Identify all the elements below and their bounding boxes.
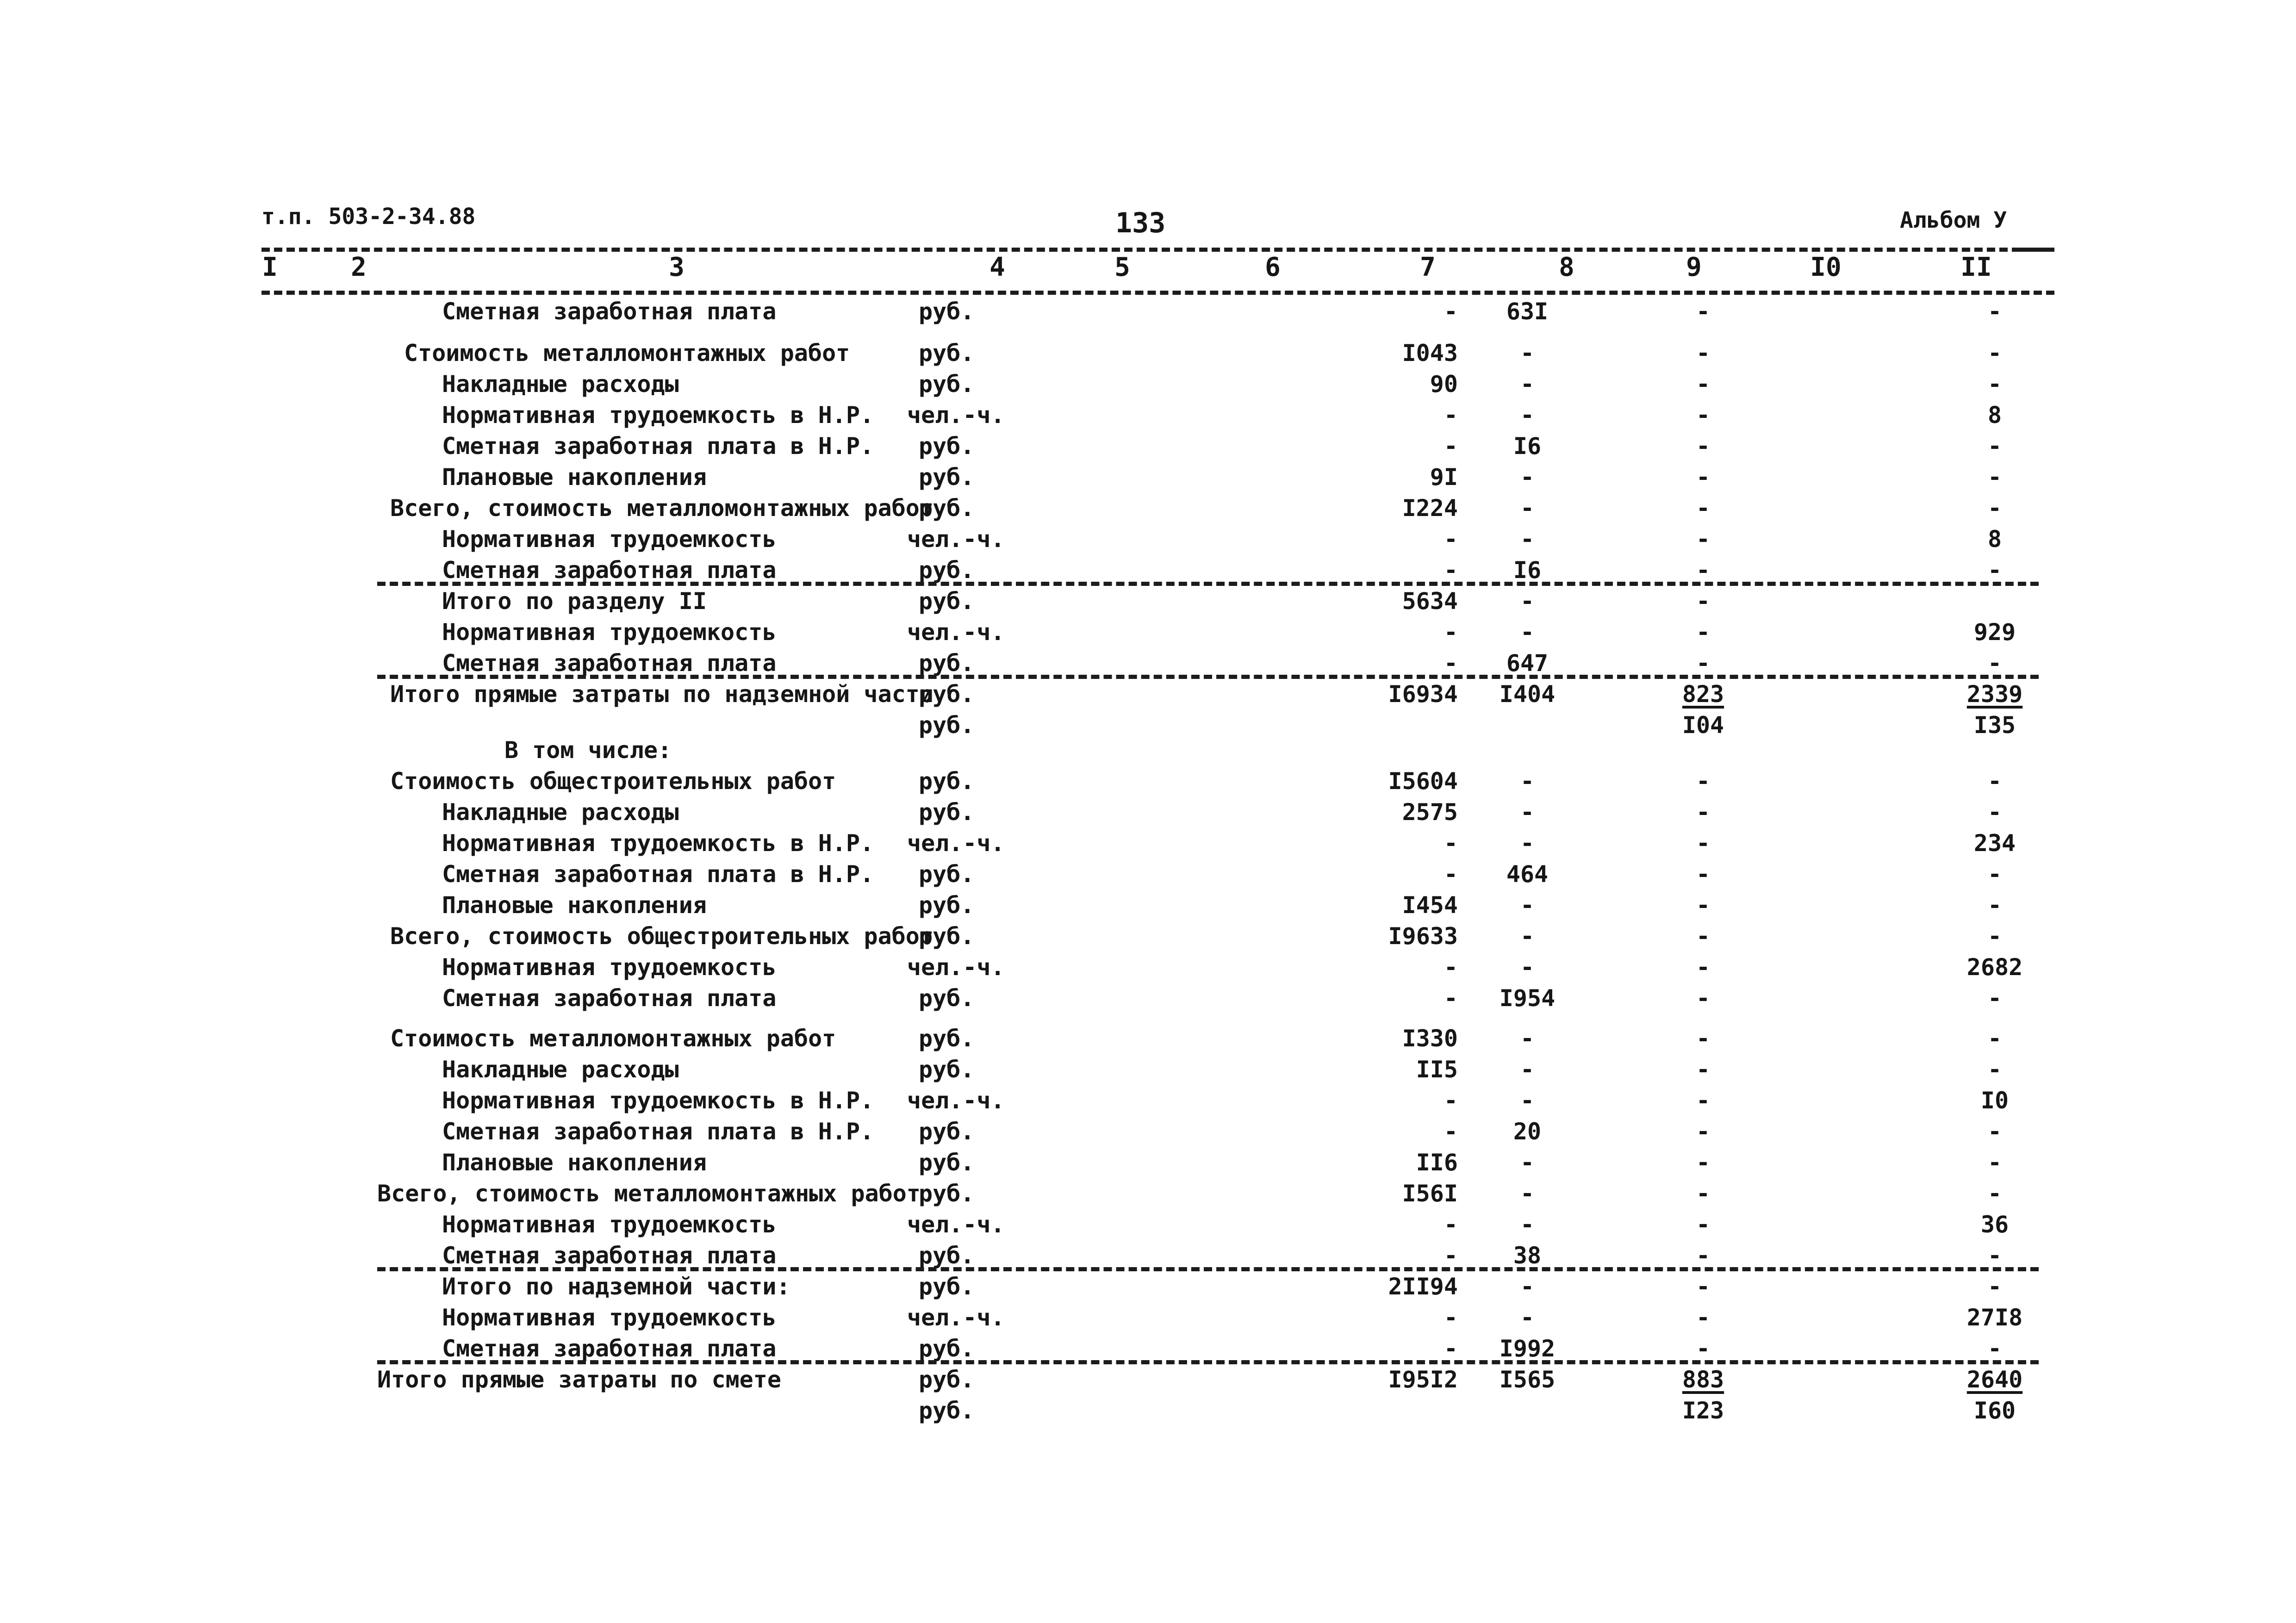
cell-col-11: - (1987, 557, 2002, 584)
cell-col-11: 2640 (1966, 1366, 2023, 1393)
table-row (0, 921, 2296, 951)
table-row (0, 1054, 2296, 1085)
cell-col-9: - (1696, 799, 1711, 826)
cell-col-7: - (1444, 1118, 1458, 1145)
row-name: Итого прямые затраты по надземной части (390, 681, 933, 708)
row-name: Сметная заработная плата (442, 557, 777, 584)
row-unit: руб. (919, 1149, 975, 1176)
row-unit: руб. (919, 681, 975, 708)
row-unit: руб. (919, 861, 975, 888)
cell-col-7: 9I (1430, 464, 1458, 491)
cell-col-8: I6 (1513, 557, 1542, 584)
cell-col-8: 20 (1513, 1118, 1542, 1145)
cell-col-8: - (1520, 923, 1535, 950)
cell-col-8: - (1520, 1087, 1535, 1114)
cell-col-9: - (1696, 298, 1711, 325)
cell-col-9: - (1696, 1273, 1711, 1300)
row-unit: руб. (919, 1056, 975, 1083)
cell-col-11: - (1987, 985, 2002, 1012)
cell-col-11: 2339 (1966, 681, 2023, 708)
column-number-3: 3 (669, 252, 684, 282)
row-unit: руб. (919, 712, 975, 739)
table-row (0, 1116, 2296, 1147)
cell-col-11: 27I8 (1966, 1304, 2023, 1331)
cell-col-9: - (1696, 768, 1711, 795)
cell-col-9: - (1696, 1180, 1711, 1207)
cell-col-11: 36 (1980, 1211, 2009, 1238)
cell-col-11: - (1987, 923, 2002, 950)
cell-col-8: - (1520, 1149, 1535, 1176)
cell-col-8: - (1520, 464, 1535, 491)
column-number-9: 9 (1686, 252, 1702, 282)
cell-col-9: - (1696, 892, 1711, 919)
row-unit: руб. (919, 588, 975, 615)
cell-col-8: - (1520, 1304, 1535, 1331)
cell-col-7: - (1444, 985, 1458, 1012)
section-divider (377, 675, 2039, 679)
cell-col-11: I0 (1980, 1087, 2009, 1114)
cell-col-11: - (1987, 495, 2002, 522)
column-number-7: 7 (1420, 252, 1436, 282)
row-name: Нормативная трудоемкость в Н.Р. (442, 402, 874, 429)
row-unit: руб. (919, 1242, 975, 1269)
table-row (0, 493, 2296, 523)
table-row (0, 1209, 2296, 1240)
cell-col-8: - (1520, 371, 1535, 398)
cell-col-8: - (1520, 619, 1535, 646)
column-number-6: 6 (1265, 252, 1281, 282)
row-name: Плановые накопления (442, 464, 707, 491)
table-row (0, 338, 2296, 368)
cell-col-9: 823 (1682, 681, 1724, 708)
document-reference: т.п. 503-2-34.88 (261, 204, 476, 230)
table-row (0, 1178, 2296, 1209)
table-row (0, 431, 2296, 461)
cell-col-8: - (1520, 1273, 1535, 1300)
row-unit: руб. (919, 495, 975, 522)
row-unit: руб. (919, 1180, 975, 1207)
table-row (0, 462, 2296, 492)
cell-col-7: - (1444, 402, 1458, 429)
cell-col-9: - (1696, 830, 1711, 857)
cell-col-8: - (1520, 588, 1535, 615)
cell-col-11: - (1987, 1180, 2002, 1207)
cell-col-9: I04 (1682, 712, 1724, 739)
cell-col-7: - (1444, 619, 1458, 646)
row-name: Сметная заработная плата в Н.Р. (442, 433, 874, 460)
row-unit: руб. (919, 650, 975, 677)
table-row (0, 648, 2296, 678)
row-unit: руб. (919, 1273, 975, 1300)
table-row (0, 1333, 2296, 1364)
row-unit: руб. (919, 433, 975, 460)
cell-col-7: - (1444, 526, 1458, 553)
album-label: Альбом У (1900, 207, 2007, 233)
row-name: Итого прямые затраты по смете (377, 1366, 781, 1393)
cell-col-7: I9633 (1388, 923, 1458, 950)
table-row (0, 400, 2296, 430)
cell-col-11: - (1987, 1149, 2002, 1176)
row-name: Нормативная трудоемкость (442, 1211, 777, 1238)
cell-col-9: - (1696, 1118, 1711, 1145)
cell-col-8: - (1520, 1025, 1535, 1052)
cell-col-8: - (1520, 495, 1535, 522)
cell-col-8: I6 (1513, 433, 1542, 460)
cell-col-9: - (1696, 954, 1711, 981)
table-row (0, 890, 2296, 920)
row-name: Нормативная трудоемкость (442, 954, 777, 981)
cell-col-7: - (1444, 1211, 1458, 1238)
column-number-5: 5 (1114, 252, 1130, 282)
cell-col-7: II5 (1416, 1056, 1458, 1083)
cell-col-9: - (1696, 650, 1711, 677)
cell-col-9: - (1696, 1025, 1711, 1052)
header-bottom-rule (261, 291, 2054, 295)
cell-col-8: 63I (1506, 298, 1549, 325)
cell-col-8: - (1520, 1056, 1535, 1083)
row-unit: руб. (919, 923, 975, 950)
row-name: Всего, стоимость металломонтажных работ (377, 1180, 921, 1207)
table-row (0, 555, 2296, 585)
cell-col-7: - (1444, 1087, 1458, 1114)
row-name: В том числе: (504, 737, 672, 764)
cell-col-11: - (1987, 1056, 2002, 1083)
cell-col-7: - (1444, 1335, 1458, 1362)
cell-col-9: - (1696, 619, 1711, 646)
cell-col-9: - (1696, 464, 1711, 491)
cell-col-8: - (1520, 526, 1535, 553)
row-unit: чел.-ч. (907, 402, 1005, 429)
header-top-rule (261, 248, 2020, 252)
section-divider (377, 1267, 2039, 1271)
cell-col-8: - (1520, 1180, 1535, 1207)
row-name: Сметная заработная плата (442, 1242, 777, 1269)
row-name: Плановые накопления (442, 892, 707, 919)
cell-col-11: - (1987, 768, 2002, 795)
table-row (0, 859, 2296, 889)
row-unit: руб. (919, 1366, 975, 1393)
cell-col-11: 2682 (1966, 954, 2023, 981)
row-name: Сметная заработная плата (442, 985, 777, 1012)
cell-col-9: - (1696, 495, 1711, 522)
header-top-rule-tail (2020, 248, 2054, 252)
cell-col-7: I5604 (1388, 768, 1458, 795)
cell-col-8: - (1520, 830, 1535, 857)
cell-col-9: - (1696, 1087, 1711, 1114)
row-name: Нормативная трудоемкость в Н.Р. (442, 1087, 874, 1114)
row-unit: чел.-ч. (907, 1087, 1005, 1114)
row-unit: руб. (919, 557, 975, 584)
table-row (0, 1364, 2296, 1395)
row-unit: руб. (919, 340, 975, 367)
row-name: Всего, стоимость общестроительных работ (390, 923, 933, 950)
cell-col-7: 5634 (1402, 588, 1458, 615)
cell-col-8: 38 (1513, 1242, 1542, 1269)
cell-col-11: - (1987, 464, 2002, 491)
table-row (0, 524, 2296, 554)
cell-col-7: - (1444, 557, 1458, 584)
row-unit: руб. (919, 298, 975, 325)
column-number-1: I (262, 252, 278, 282)
table-row (0, 679, 2296, 709)
cell-col-9: - (1696, 526, 1711, 553)
cell-col-7: - (1444, 861, 1458, 888)
cell-col-11: - (1987, 340, 2002, 367)
row-name: Сметная заработная плата (442, 650, 777, 677)
cell-col-7: I454 (1402, 892, 1458, 919)
cell-col-9: - (1696, 923, 1711, 950)
row-name: Всего, стоимость металломонтажных работ (390, 495, 933, 522)
cell-col-9: - (1696, 1149, 1711, 1176)
section-divider (377, 582, 2039, 586)
cell-col-7: I6934 (1388, 681, 1458, 708)
row-name: Сметная заработная плата (442, 1335, 777, 1362)
row-unit: чел.-ч. (907, 830, 1005, 857)
cell-col-7: I043 (1402, 340, 1458, 367)
table-row (0, 369, 2296, 399)
row-unit: руб. (919, 1025, 975, 1052)
row-unit: руб. (919, 1335, 975, 1362)
row-name: Накладные расходы (442, 799, 679, 826)
cell-col-9: - (1696, 1335, 1711, 1362)
row-name: Сметная заработная плата в Н.Р. (442, 861, 874, 888)
row-name: Стоимость металломонтажных работ (404, 340, 850, 367)
cell-col-7: - (1444, 954, 1458, 981)
cell-col-11: 8 (1987, 402, 2002, 429)
row-unit: чел.-ч. (907, 526, 1005, 553)
table-row (0, 296, 2296, 327)
row-unit: руб. (919, 799, 975, 826)
table-row (0, 1395, 2296, 1426)
cell-col-8: - (1520, 892, 1535, 919)
row-unit: чел.-ч. (907, 1211, 1005, 1238)
column-number-11: II (1960, 252, 1992, 282)
table-row (0, 766, 2296, 796)
cell-col-9: - (1696, 371, 1711, 398)
cell-col-7: - (1444, 1304, 1458, 1331)
table-row (0, 1240, 2296, 1271)
row-unit: руб. (919, 464, 975, 491)
row-unit: руб. (919, 371, 975, 398)
cell-col-11: - (1987, 1118, 2002, 1145)
cell-col-7: II6 (1416, 1149, 1458, 1176)
row-name: Плановые накопления (442, 1149, 707, 1176)
cell-col-9: - (1696, 861, 1711, 888)
cell-col-11: - (1987, 298, 2002, 325)
cell-col-8: - (1520, 768, 1535, 795)
row-name: Итого по разделу II (442, 588, 707, 615)
cell-col-11: - (1987, 892, 2002, 919)
cell-col-8: - (1520, 402, 1535, 429)
cell-col-9: I23 (1682, 1397, 1724, 1424)
cell-col-7: - (1444, 433, 1458, 460)
column-number-4: 4 (989, 252, 1005, 282)
cell-col-7: 90 (1430, 371, 1458, 398)
row-unit: руб. (919, 892, 975, 919)
cell-col-9: - (1696, 402, 1711, 429)
cell-col-7: I95I2 (1388, 1366, 1458, 1393)
cell-col-11: I35 (1973, 712, 2016, 739)
column-number-10: I0 (1810, 252, 1842, 282)
table-row (0, 983, 2296, 1014)
cell-col-11: - (1987, 433, 2002, 460)
cell-col-11: I60 (1973, 1397, 2016, 1424)
table-row (0, 1147, 2296, 1178)
cell-col-11: - (1987, 799, 2002, 826)
row-unit: руб. (919, 768, 975, 795)
row-unit: руб. (919, 1118, 975, 1145)
cell-col-9: - (1696, 340, 1711, 367)
cell-col-9: - (1696, 588, 1711, 615)
cell-col-9: - (1696, 1056, 1711, 1083)
cell-col-9: - (1696, 1242, 1711, 1269)
cell-col-11: - (1987, 1335, 2002, 1362)
cell-col-11: - (1987, 1025, 2002, 1052)
cell-col-8: - (1520, 340, 1535, 367)
row-name: Накладные расходы (442, 371, 679, 398)
cell-col-11: 929 (1973, 619, 2016, 646)
table-row (0, 1302, 2296, 1333)
table-row (0, 797, 2296, 827)
table-row (0, 1271, 2296, 1302)
row-unit: чел.-ч. (907, 954, 1005, 981)
column-number-8: 8 (1559, 252, 1574, 282)
cell-col-9: - (1696, 985, 1711, 1012)
table-row (0, 828, 2296, 858)
cell-col-11: - (1987, 650, 2002, 677)
row-name: Сметная заработная плата (442, 298, 777, 325)
cell-col-8: I565 (1499, 1366, 1556, 1393)
row-name: Стоимость общестроительных работ (390, 768, 836, 795)
table-row (0, 952, 2296, 983)
cell-col-8: I954 (1499, 985, 1556, 1012)
table-row (0, 1023, 2296, 1054)
cell-col-11: - (1987, 1242, 2002, 1269)
cell-col-7: 2II94 (1388, 1273, 1458, 1300)
cell-col-9: - (1696, 1211, 1711, 1238)
cell-col-9: 883 (1682, 1366, 1724, 1393)
cell-col-7: - (1444, 830, 1458, 857)
row-name: Нормативная трудоемкость (442, 619, 777, 646)
table-row (0, 735, 2296, 765)
row-name: Накладные расходы (442, 1056, 679, 1083)
row-name: Нормативная трудоемкость (442, 1304, 777, 1331)
cell-col-9: - (1696, 1304, 1711, 1331)
cell-col-9: - (1696, 557, 1711, 584)
cell-col-7: I224 (1402, 495, 1458, 522)
cell-col-11: - (1987, 371, 2002, 398)
section-divider (377, 1360, 2039, 1364)
row-name: Сметная заработная плата в Н.Р. (442, 1118, 874, 1145)
row-unit: чел.-ч. (907, 1304, 1005, 1331)
cell-col-11: - (1987, 861, 2002, 888)
page-number: 133 (1115, 207, 1166, 239)
cell-col-8: I992 (1499, 1335, 1556, 1362)
table-row (0, 586, 2296, 616)
row-name: Итого по надземной части: (442, 1273, 790, 1300)
cell-col-8: - (1520, 954, 1535, 981)
row-unit: чел.-ч. (907, 619, 1005, 646)
cell-col-8: 464 (1506, 861, 1549, 888)
table-row (0, 617, 2296, 647)
cell-col-11: 8 (1987, 526, 2002, 553)
row-name: Нормативная трудоемкость (442, 526, 777, 553)
cell-col-8: - (1520, 799, 1535, 826)
cell-col-8: 647 (1506, 650, 1549, 677)
cell-col-9: - (1696, 433, 1711, 460)
row-name: Стоимость металломонтажных работ (390, 1025, 836, 1052)
cell-col-7: - (1444, 1242, 1458, 1269)
row-name: Нормативная трудоемкость в Н.Р. (442, 830, 874, 857)
column-number-2: 2 (351, 252, 367, 282)
cell-col-7: - (1444, 298, 1458, 325)
cell-col-7: I330 (1402, 1025, 1458, 1052)
row-unit: руб. (919, 1397, 975, 1424)
cell-col-8: I404 (1499, 681, 1556, 708)
cell-col-7: I56I (1402, 1180, 1458, 1207)
cell-col-11: - (1987, 1273, 2002, 1300)
table-row (0, 1085, 2296, 1116)
cell-col-11: 234 (1973, 830, 2016, 857)
row-unit: руб. (919, 985, 975, 1012)
cell-col-7: 2575 (1402, 799, 1458, 826)
cell-col-8: - (1520, 1211, 1535, 1238)
cell-col-7: - (1444, 650, 1458, 677)
